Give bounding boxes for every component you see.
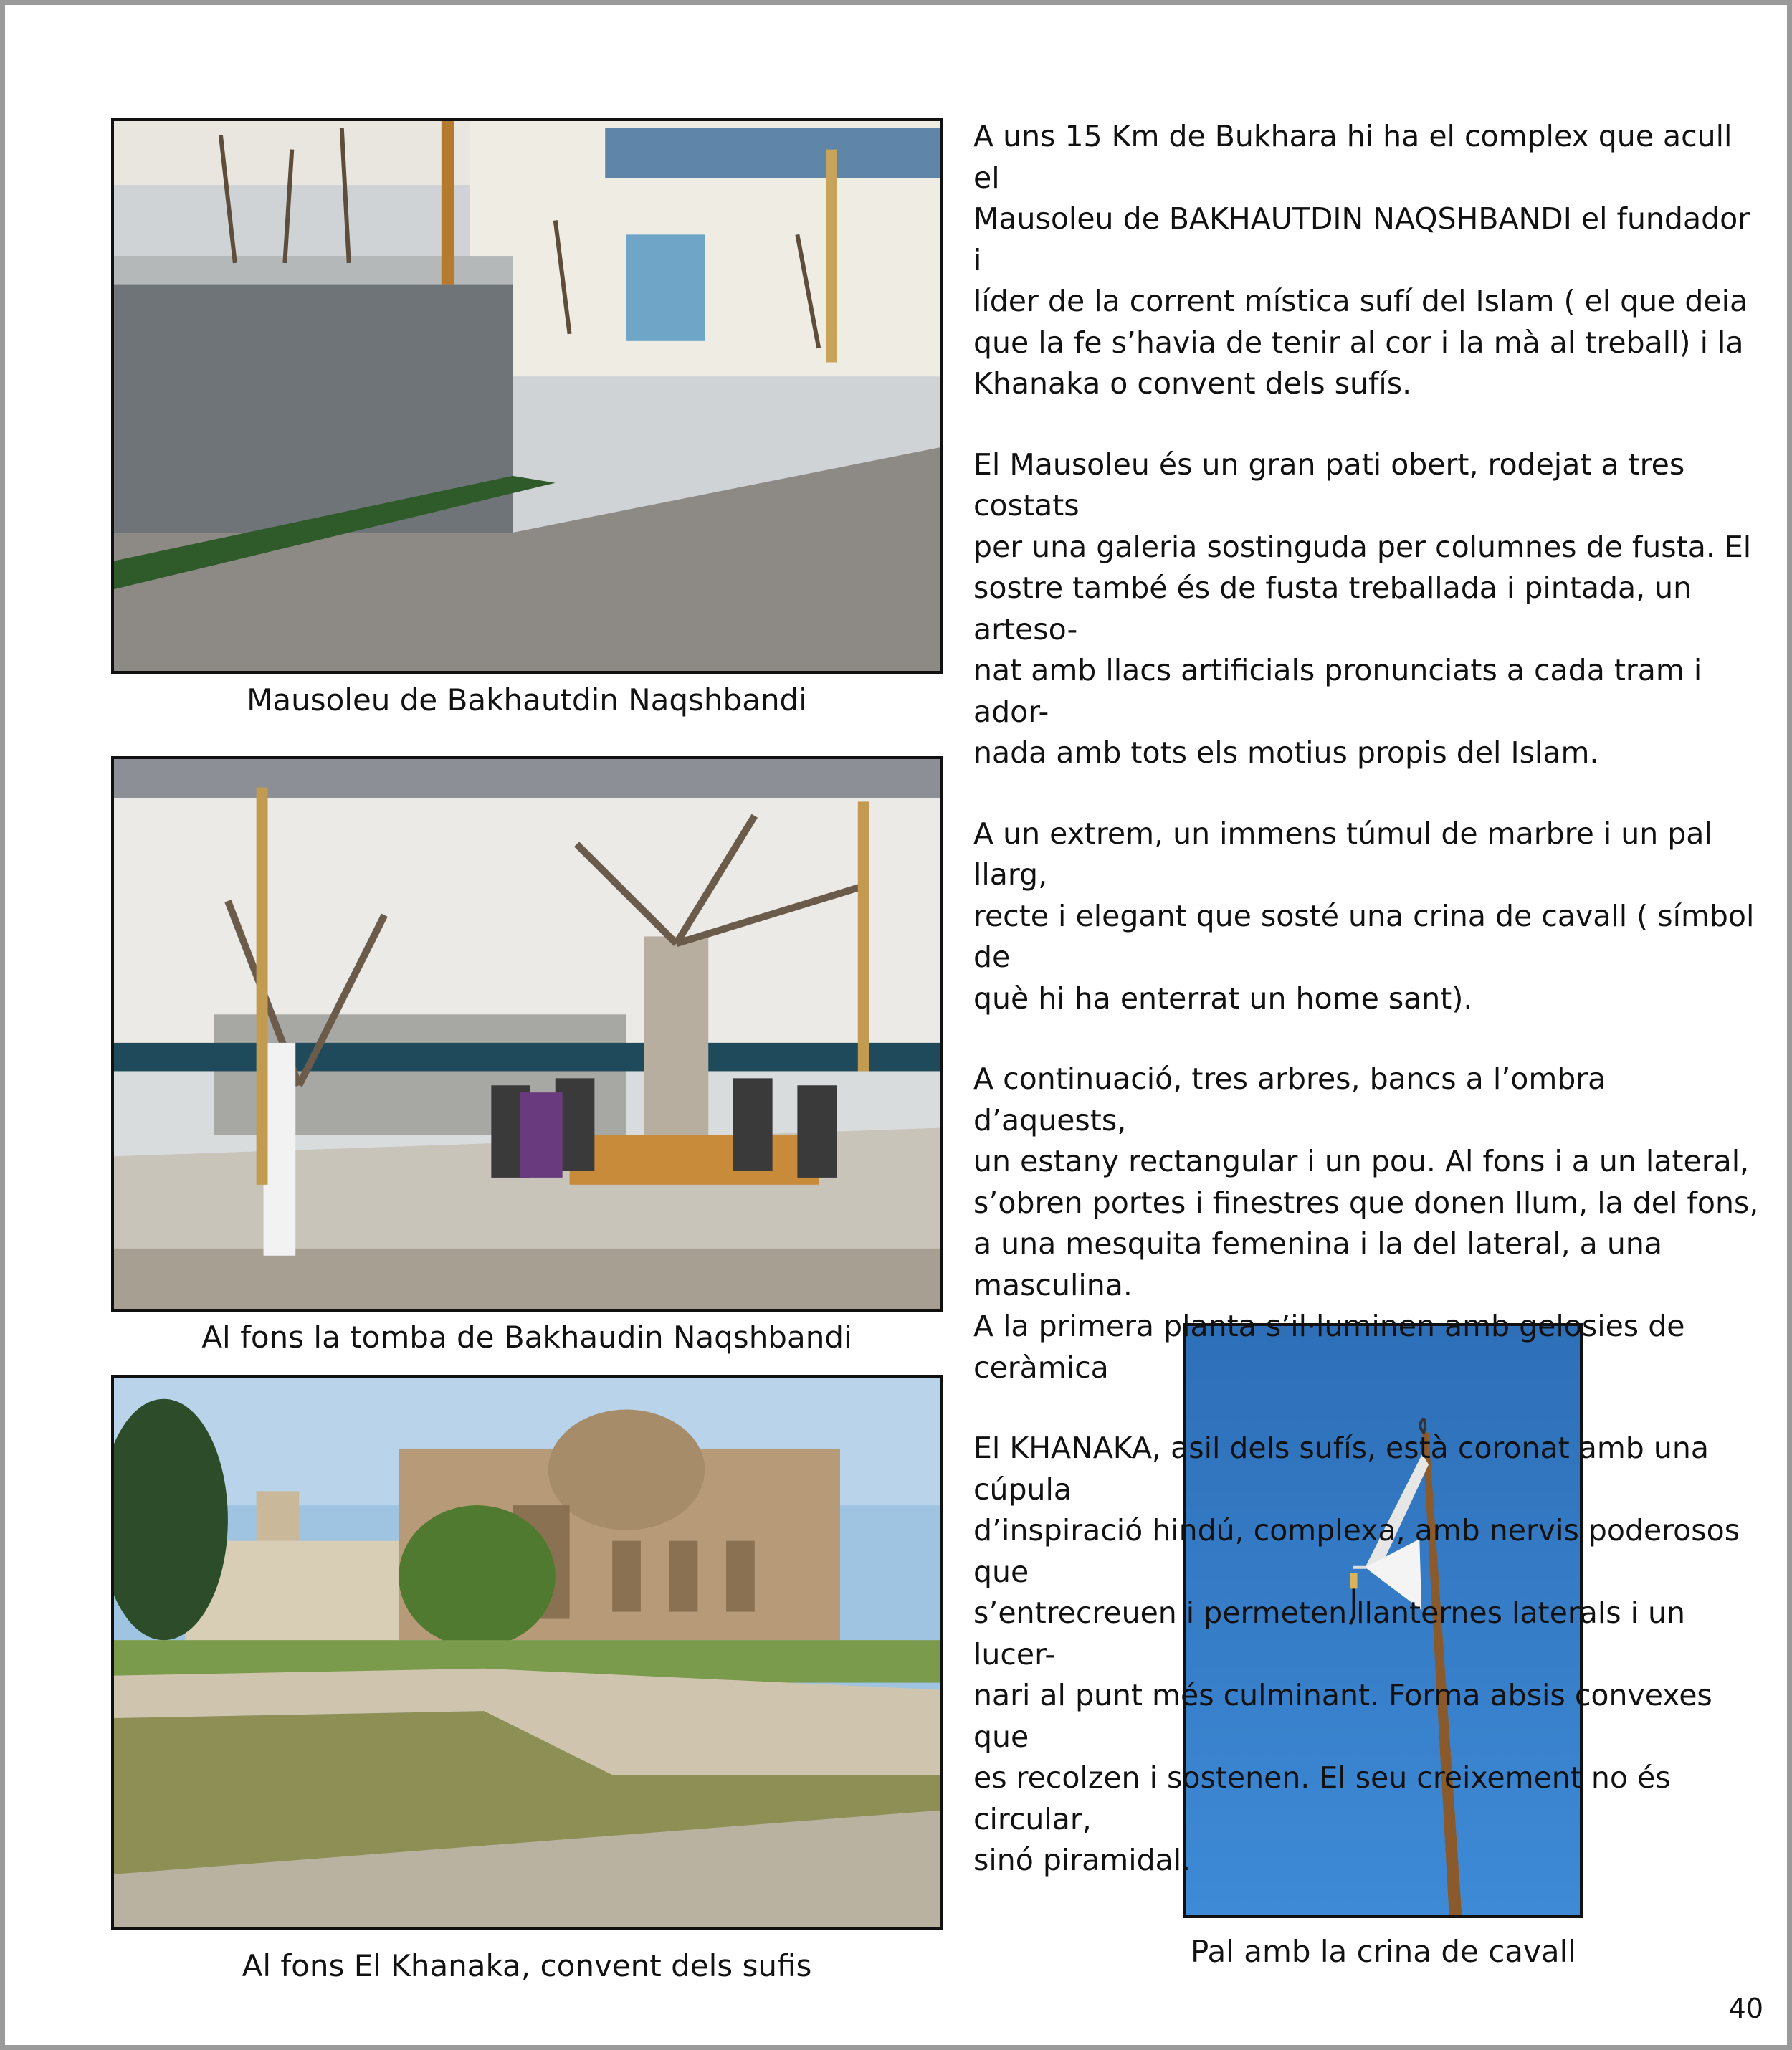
caption-photo2: Al fons la tomba de Bakhaudin Naqshbandi — [201, 1320, 852, 1355]
photo-khanaka-pond — [111, 1375, 943, 1930]
photo-mausoleum-courtyard — [111, 118, 943, 674]
paragraph-3: A un extrem, un immens túmul de marbre i un pal llarg, recte i elegant que sosté una crina de cavall ( símbol de què hi ha enterrat un home sant). — [973, 816, 1755, 1016]
caption-photo1: Mausoleu de Bakhautdin Naqshbandi — [247, 682, 807, 718]
paragraph-4: A continuació, tres arbres, bancs a l’ombra d’aquests, un estany rectangular i un pou. Al fons i a un lateral, s’obren portes i finestres que donen llum, la del fons, a una mesquita femenina i la del lateral, a una masculina. A la primera planta s’il·luminen amb gelosies de ceràmica — [973, 1062, 1759, 1385]
body-text — [973, 116, 1762, 1921]
paragraph-5: El KHANAKA, asil dels sufís, està coronat amb una cúpula d’inspiració hindú, complexa, amb nervis poderosos que s’entrecreuen i permeten llanternes laterals i un lucer- nari al punt més culminant. Forma absis convexes que es recolzen i sostenen. El seu creixement no és circular, sinó piramidal. — [973, 1431, 1740, 1877]
paragraph-2: El Mausoleu és un gran pati obert, rodejat a tres costats per una galeria sostinguda per columnes de fusta. El sostre també és de fusta treballada i pintada, un arteso- nat amb llacs artificials pronunciats a cada tram i ador- nada amb tots els motius propis del Islam. — [973, 447, 1752, 770]
page-number: 40 — [1728, 1993, 1763, 2024]
paragraph-1: A uns 15 Km de Bukhara hi ha el complex que acull el Mausoleu de BAKHAUTDIN NAQSHBANDI el fundador i líder de la corrent mística sufí del Islam ( el que deia que la fe s’havia de tenir al cor i la mà al treball) i la Khanaka o convent dels sufís. — [973, 119, 1750, 401]
caption-photo4: Pal amb la crina de cavall — [1191, 1934, 1576, 1969]
photo-tomb-tree — [111, 756, 943, 1312]
caption-photo3: Al fons El Khanaka, convent dels sufis — [242, 1948, 812, 1983]
